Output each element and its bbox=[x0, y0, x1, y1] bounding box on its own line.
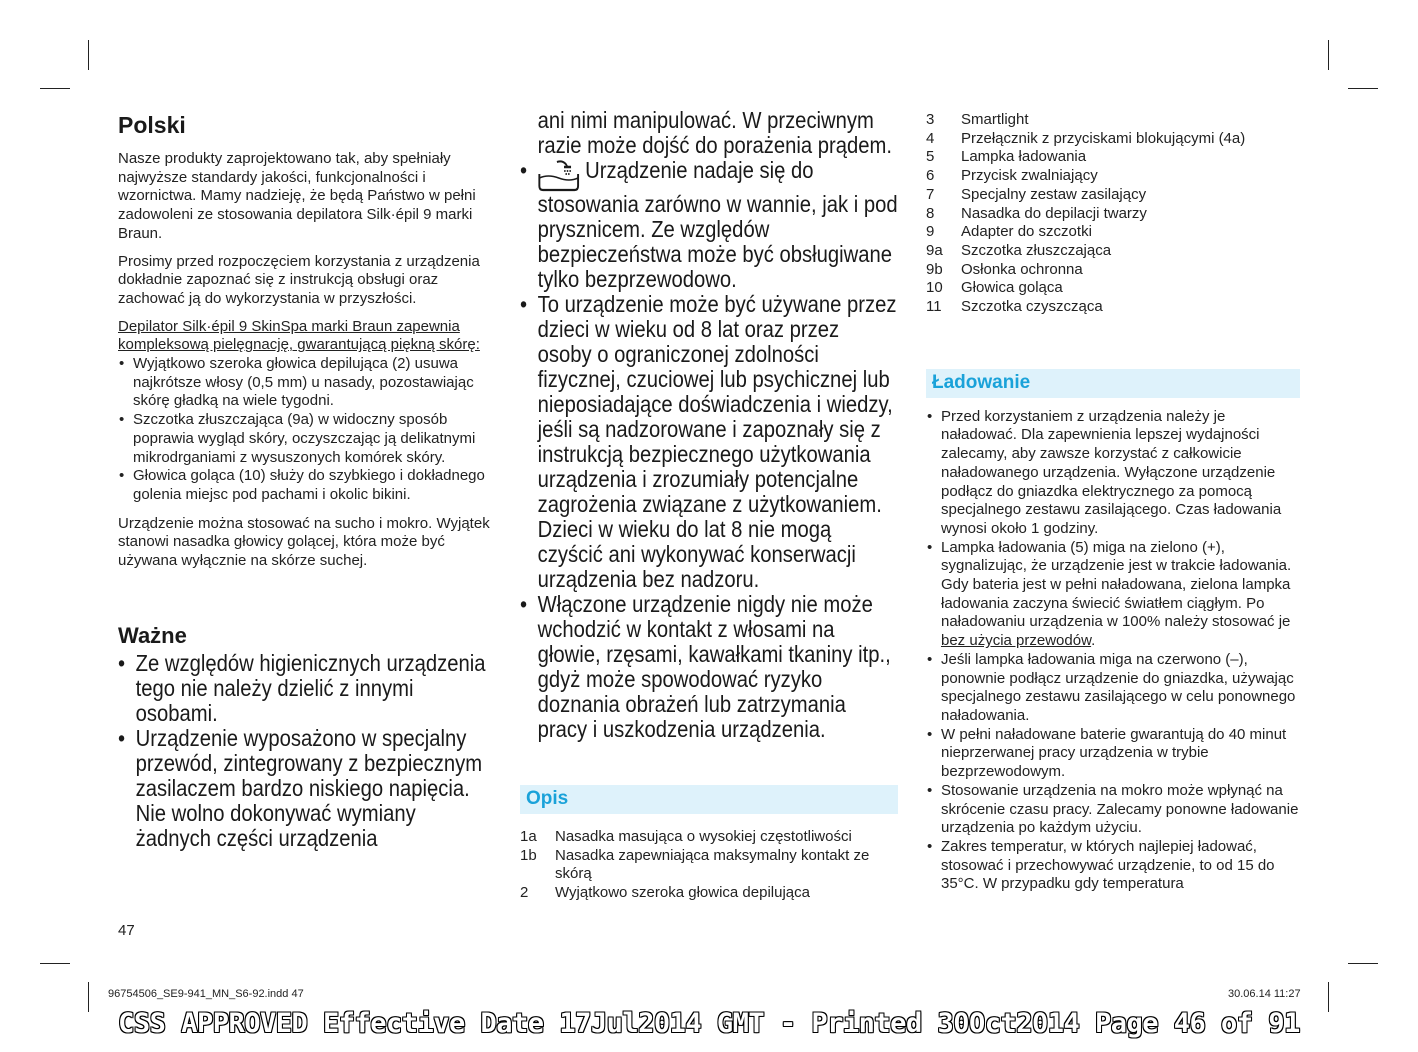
charging-heading: Ładowanie bbox=[926, 369, 1300, 398]
column-3 bbox=[926, 111, 1300, 904]
part-name: Smartlight bbox=[961, 111, 1029, 128]
part-number: 3 bbox=[926, 111, 935, 128]
crop-mark bbox=[1348, 88, 1378, 89]
part-name: Szczotka złuszczająca bbox=[961, 241, 1112, 259]
part-number: 11 bbox=[926, 298, 942, 316]
part-number: 9a bbox=[926, 241, 943, 259]
part-number: 7 bbox=[926, 185, 935, 203]
column-1 bbox=[118, 108, 496, 851]
important-list bbox=[520, 158, 898, 742]
list-item: • Szczotka złuszczająca (9a) w widoczny sposób poprawia wygląd skóry, oczyszczając ją delikatnymi mikrodrganiami z wysuszonych komórek skóry. bbox=[118, 411, 496, 467]
table-row bbox=[926, 279, 1245, 298]
intro-paragraph-2: Prosimy przed rozpoczęciem korzystania z urządzenia dokładnie zapoznać się z instrukcją obsługi oraz zachować ją do wykorzystania w przyszłości. bbox=[118, 252, 480, 307]
list-item: • W pełni naładowane baterie gwarantują do 40 minut nieprzerwanej pracy urządzenia w trybie bezprzewodowym. bbox=[926, 726, 1300, 782]
list-item: • Głowica goląca (10) służy do szybkiego i dokładnego golenia miejsc pod pachami i okolic bikini. bbox=[118, 467, 496, 504]
table-row bbox=[926, 130, 1245, 149]
intro-paragraph-1: Nasze produkty zaprojektowano tak, aby spełniały najwyższe standardy jakości, funkcjonalności i wzornictwa. Mamy nadzieję, że będą Państwo w pełni zadowoleni ze stosowania depilatora Silk·épil 9 marki Braun. bbox=[118, 150, 476, 242]
file-slug: 96754506_SE9-941_MN_S6-92.indd 47 bbox=[108, 988, 304, 1000]
important-list-col1-wrap bbox=[118, 651, 496, 851]
part-number: 4 bbox=[926, 129, 935, 147]
part-number: 1b bbox=[520, 846, 537, 864]
part-number: 2 bbox=[520, 884, 529, 902]
list-item: • Włączone urządzenie nigdy nie może wchodzić w kontakt z włosami na głowie, rzęsami, kawałkami tkaniny itp., gdyż może spowodować ryzyko doznania obrażeń lub zatrzymania pracy i uszkodzenia urządzenia. bbox=[520, 592, 898, 742]
part-name: Nasadka masująca o wysokiej częstotliwości bbox=[555, 828, 852, 845]
part-name: Nasadka do depilacji twarzy bbox=[961, 204, 1147, 222]
table-row bbox=[926, 298, 1245, 317]
table-row bbox=[926, 186, 1245, 205]
list-item-text: Lampka ładowania (5) miga na zielono (+), sygnalizując, że urządzenie jest w trakcie ładowania. Gdy bateria jest w pełni naładowana, zielona lampka ładowania zaczyna świecić światłem ciągłym. Po naładowaniu urządzenia w 100% należy stosować je bbox=[941, 538, 1292, 631]
column-2 bbox=[520, 108, 898, 903]
part-name: Przełącznik z przyciskami blokującymi (4a) bbox=[961, 129, 1246, 147]
list-item-text: . bbox=[1091, 632, 1096, 650]
table-row bbox=[926, 261, 1245, 280]
part-name: Przycisk zwalniający bbox=[961, 167, 1098, 185]
part-name: Głowica goląca bbox=[961, 279, 1063, 297]
part-name: Specjalny zestaw zasilający bbox=[961, 185, 1147, 203]
crop-mark bbox=[88, 40, 89, 70]
page-number: 47 bbox=[118, 922, 135, 939]
part-number: 9b bbox=[926, 260, 943, 278]
important-list bbox=[118, 651, 496, 851]
table-row bbox=[520, 847, 898, 884]
list-item-text: Urządzenie nadaje się do stosowania zarówno w wannie, jak i pod prysznicem. Ze względów bezpieczeństwa może być obsługiwane tylko bezprzewodowo. bbox=[537, 157, 898, 292]
part-name: Szczotka czyszcząca bbox=[961, 298, 1103, 316]
table-row bbox=[926, 148, 1245, 167]
list-item bbox=[520, 158, 898, 292]
parts-list bbox=[926, 111, 1245, 317]
part-number: 1a bbox=[520, 828, 537, 845]
part-name: Nasadka zapewniająca maksymalny kontakt ze skórą bbox=[555, 846, 870, 883]
table-row bbox=[926, 223, 1245, 242]
charging-list bbox=[926, 408, 1300, 894]
crop-mark bbox=[40, 88, 70, 89]
description-heading: Opis bbox=[520, 785, 898, 814]
list-item: • Ze względów higienicznych urządzenia tego nie należy dzielić z innymi osobami. bbox=[118, 651, 496, 726]
crop-mark bbox=[40, 963, 70, 964]
crop-mark bbox=[1348, 963, 1378, 964]
important-list-col2-wrap bbox=[520, 108, 898, 742]
approval-stamp: CSS APPROVED Effective Date 17Jul2014 GMT - Printed 30Oct2014 Page 46 of 91 bbox=[118, 1008, 1300, 1039]
date-slug: 30.06.14 11:27 bbox=[1228, 988, 1301, 1000]
list-item: • Jeśli lampka ładowania miga na czerwono (–), ponownie podłącz urządzenie do gniazdka, używając specjalnego zestawu zasilającego w celu ponownego naładowania. bbox=[926, 651, 1300, 726]
list-item: • Wyjątkowo szeroka głowica depilująca (2) usuwa najkrótsze włosy (0,5 mm) u nasady, pozostawiając skórę gładką na wiele tygodni. bbox=[118, 355, 496, 411]
part-number: 5 bbox=[926, 148, 935, 166]
part-name: Wyjątkowo szeroka głowica depilująca bbox=[555, 884, 810, 902]
table-row bbox=[926, 111, 1245, 130]
part-number: 10 bbox=[926, 279, 943, 297]
part-name: Osłonka ochronna bbox=[961, 260, 1083, 278]
crop-mark bbox=[1328, 40, 1329, 70]
table-row bbox=[520, 884, 898, 903]
list-item: • Przed korzystaniem z urządzenia należy je naładować. Dla zapewnienia lepszej wydajności zalecamy, aby zawsze korzystać z całkowicie naładowanego urządzenia. Wyłączone urządzenie podłącz do gniazdka elektrycznego za pomocą specjalnego zestawu zasilającego. Czas ładowania wynosi około 1 godziny. bbox=[926, 408, 1300, 539]
list-item: • Zakres temperatur, w których najlepiej ładować, stosować i przechowywać urządzenie, to od 15 do 35°C. W przypadku gdy temperatura bbox=[926, 838, 1300, 894]
intro-paragraph-4: Urządzenie można stosować na sucho i mokro. Wyjątek stanowi nasadka głowicy golącej, która może być używana wyłącznie na skórze suchej. bbox=[118, 514, 490, 570]
part-number: 6 bbox=[926, 167, 935, 185]
part-number: 8 bbox=[926, 204, 935, 222]
part-name: Lampka ładowania bbox=[961, 148, 1087, 166]
underlined-text: bez użycia przewodów bbox=[941, 632, 1092, 650]
table-row bbox=[926, 205, 1245, 224]
intro-paragraph-3: Depilator Silk·épil 9 SkinSpa marki Braun zapewnia kompleksową pielęgnację, gwarantującą piękną skórę: bbox=[118, 317, 480, 354]
important-heading: Ważne bbox=[118, 622, 187, 648]
list-item: • Stosowanie urządzenia na mokro może wpłynąć na skrócenie czasu pracy. Zalecamy ponowne ładowanie urządzenia po każdym użyciu. bbox=[926, 782, 1300, 838]
bath-shower-icon bbox=[538, 158, 580, 192]
important-continuation: ani nimi manipulować. W przeciwnym razie może dojść do porażenia prądem. bbox=[537, 107, 892, 158]
table-row bbox=[520, 828, 898, 847]
table-row bbox=[926, 167, 1245, 186]
parts-list bbox=[520, 828, 898, 903]
list-item: • To urządzenie może być używane przez dzieci w wieku od 8 lat oraz przez osoby o ograniczonej zdolności fizycznej, czuciowej lub psychicznej lub nieposiadające doświadczenia i wiedzy, jeśli są nadzorowane i zapoznały się z instrukcją bezpiecznego użytkowania urządzenia i zrozumiały potencjalne zagrożenia związane z użytkowaniem. Dzieci w wieku do lat 8 nie mogą czyścić ani wykonywać konserwacji urządzenia bez nadzoru. bbox=[520, 292, 898, 592]
table-row bbox=[926, 242, 1245, 261]
list-item: • Urządzenie wyposażono w specjalny przewód, zintegrowany z bezpiecznym zasilaczem bardzo niskiego napięcia. Nie wolno dokonywać wymiany żadnych części urządzenia bbox=[118, 726, 496, 851]
feature-list bbox=[118, 355, 496, 505]
list-item bbox=[926, 539, 1300, 651]
part-name: Adapter do szczotki bbox=[961, 223, 1092, 241]
language-title: Polski bbox=[118, 112, 186, 138]
part-number: 9 bbox=[926, 223, 935, 241]
